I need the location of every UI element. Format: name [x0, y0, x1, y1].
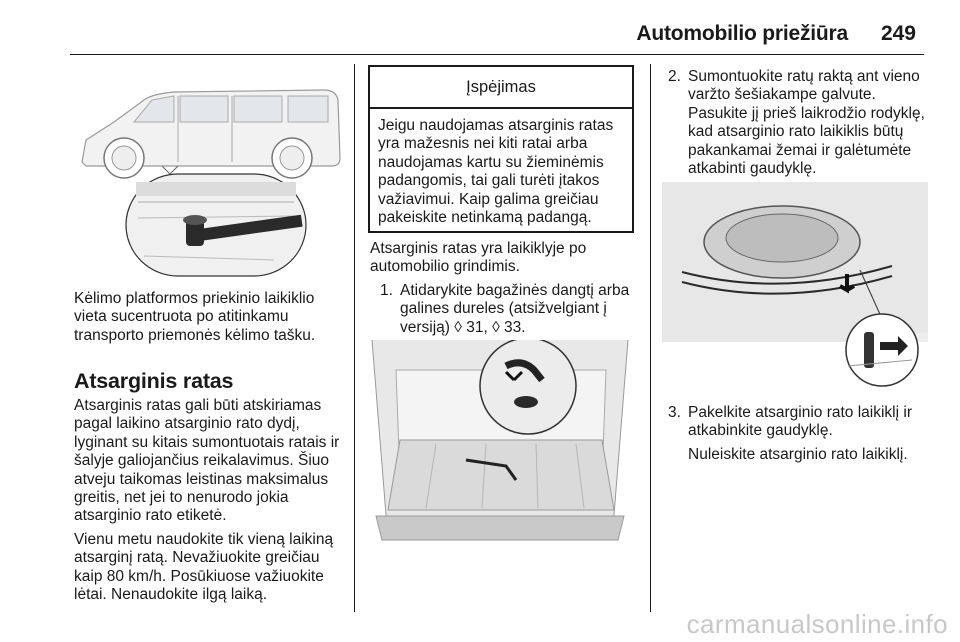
trunk-illustration [366, 340, 634, 546]
spare-wheel-paragraph-2: Vienu metu naudokite tik vieną laikiną atsarginį ratą. Nevažiuokite greičiau kaip 80 km/h. Posūkiuose važiuokite lėtai. Nenaudokite ilgą laiką. [74, 531, 334, 604]
step-1-text: Atidarykite bagažinės dangtį arba galines dureles (atsižvelgiant į versiją) ◊ 31, ◊ 33. [400, 282, 630, 336]
warning-box [368, 65, 634, 233]
warning-text: Jeigu naudojamas atsarginis ratas yra mažesnis nei kiti ratai arba naudojamas kartu su žieminėmis padangomis, tai gali turėti įtakos važiavimui. Kaip galima greičiau pakeiskite netinkamą padangą. [378, 117, 614, 227]
step-3 [668, 404, 930, 441]
figure-caption: Kėlimo platformos priekinio laikiklio vieta sucentruota po atitinkamu transporto priemonės kėlimo tašku. [74, 290, 316, 344]
column-divider-2 [650, 64, 651, 612]
step-2-text: Sumontuokite ratų raktą ant vieno varžto šešiakampe galvute. Pasukite jį prieš laikrodžio rodyklę, kad atsarginio rato laikiklis būtų pakankamai žemai ir galėtumėte atkabinti gaudyklę. [688, 68, 925, 178]
spare-wheel-paragraph-1: Atsarginis ratas gali būti atskiriamas pagal laikino atsarginio rato dydį, lyginant su kitais sumontuotais ratais ir šalyje galiojančius reikalavimus. Šiuo atveju taikomas leistinas maksimalus greitis, net jei to nenurodo jokia atsarginio rato etiketė. [74, 397, 340, 525]
step-2 [668, 68, 930, 178]
step-1 [380, 282, 634, 337]
warning-title: Įspėjimas [370, 67, 632, 109]
spare-wheel-carrier-illustration [662, 182, 928, 388]
page-number: 249 [880, 22, 916, 45]
step-3-subtext: Nuleiskite atsarginio rato laikiklį. [688, 446, 908, 463]
section-heading: Atsarginis ratas [74, 369, 234, 393]
header-rule [70, 54, 924, 55]
step-2-number: 2. [668, 68, 681, 85]
step-3-number: 3. [668, 404, 681, 421]
intro-paragraph: Atsarginis ratas yra laikiklyje po automobilio grindimis. [370, 240, 587, 276]
van-lift-point-illustration [74, 70, 344, 280]
step-3-text: Pakelkite atsarginio rato laikiklį ir atkabinkite gaudyklę. [688, 404, 912, 440]
watermark: carmanualsonline.info [686, 609, 948, 639]
column-divider-1 [354, 64, 355, 612]
page-header [0, 0, 960, 60]
step-1-number: 1. [380, 282, 393, 299]
section-title: Automobilio priežiūra [636, 22, 848, 45]
